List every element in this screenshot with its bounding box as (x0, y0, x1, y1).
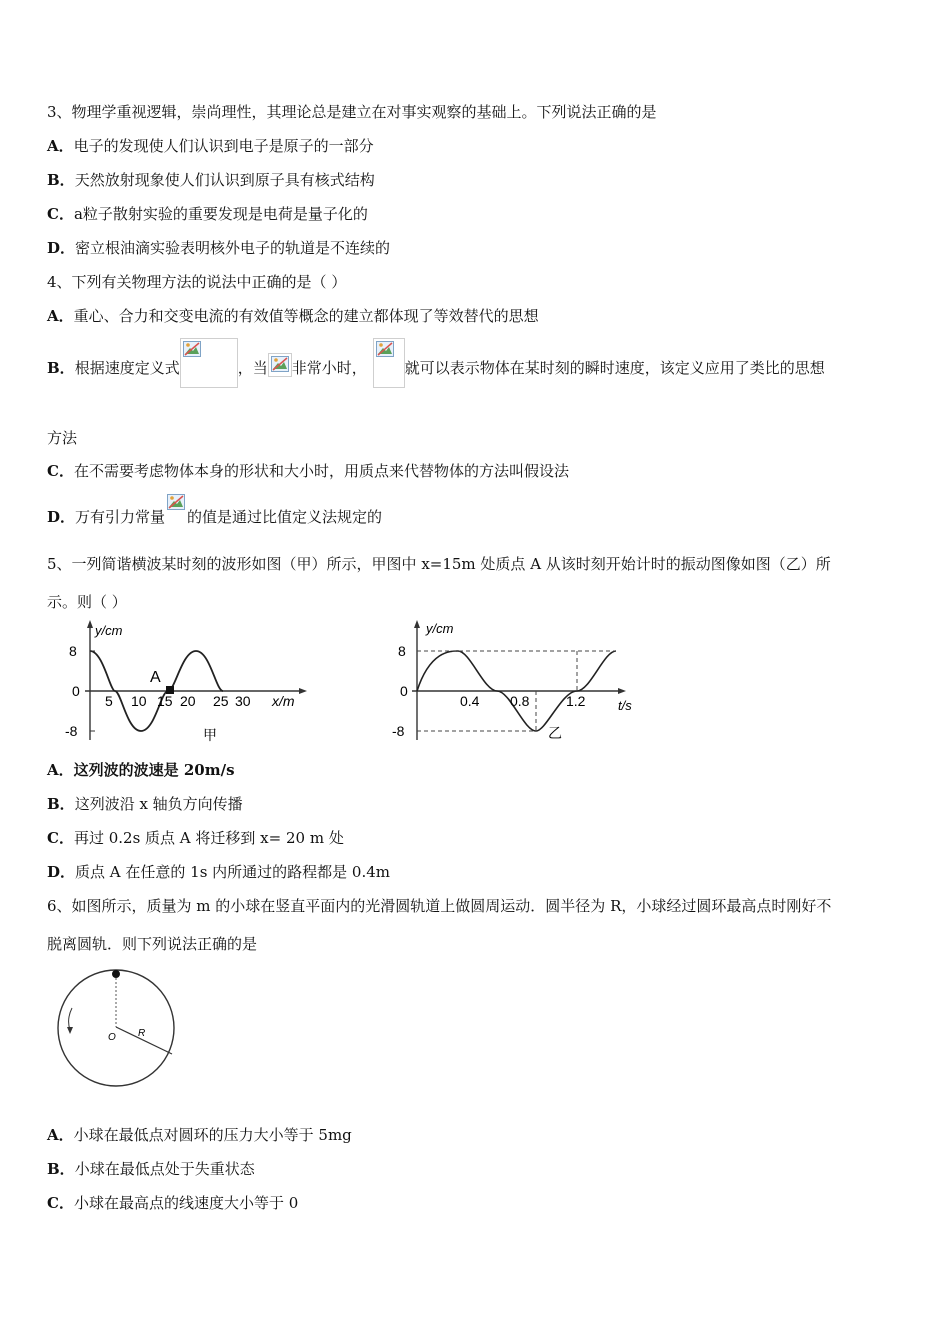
option-text: 密立根油滴实验表明核外电子的轨道是不连续的 (75, 239, 391, 257)
option-label: C． (47, 462, 74, 480)
option-text: 重心、合力和交变电流的有效值等概念的建立都体现了等效替代的思想 (73, 307, 539, 325)
q5-stem-line1: 5、一列简谐横波某时刻的波形如图（甲）所示，甲图中 x=15m 处质点 A 从该时刻开始计时的振动图像如图（乙）所 (47, 555, 831, 573)
y-axis-arrow (87, 620, 93, 628)
option-label: B． (47, 1160, 75, 1178)
y-bottom-label: -8 (65, 723, 78, 739)
q5-option-d (47, 862, 390, 882)
option-text: 天然放射现象使人们认识到原子具有核式结构 (74, 171, 375, 189)
vibration-figure-yi (390, 618, 650, 746)
option-label: A． (47, 1126, 74, 1144)
y-top-label: 8 (398, 643, 406, 659)
q4-option-b-continued: 方法 (47, 429, 78, 447)
option-label: D． (47, 508, 76, 526)
q4-stem: 4、下列有关物理方法的说法中正确的是（ ） (47, 273, 347, 291)
t-tick-label: 1.2 (566, 693, 586, 709)
point-a-label: A (150, 669, 161, 686)
q3-option-d (47, 238, 390, 258)
motion-direction-arrow-icon (67, 1027, 73, 1034)
x-tick-label: 15 (157, 693, 173, 709)
center-label: O (108, 1032, 116, 1043)
option-label: B． (47, 171, 75, 189)
option-label: B． (47, 359, 75, 377)
y-axis-label: y/cm (426, 621, 454, 636)
option-text: a粒子散射实验的重要发现是电荷是量子化的 (73, 205, 368, 223)
q6-stem-line2: 脱离圆轨．则下列说法正确的是 (47, 935, 258, 953)
broken-image-icon (376, 341, 394, 357)
option-text: 就可以表示物体在某时刻的瞬时速度，该定义应用了类比的思想 (404, 359, 825, 377)
q5-option-b (47, 794, 243, 814)
x-axis-label: x/m (272, 693, 295, 709)
circle-track-figure (50, 964, 185, 1094)
q5-stem-line2: 示。则（ ） (47, 593, 127, 611)
option-label: C． (47, 1194, 74, 1212)
t-axis-label: t/s (618, 698, 632, 713)
x-tick-label: 20 (180, 693, 196, 709)
figure-caption: 甲 (203, 727, 217, 743)
q4-option-b (47, 338, 825, 388)
option-text: 根据速度定义式 (74, 359, 180, 377)
q6-option-c (47, 1193, 298, 1213)
option-text: 电子的发现使人们认识到电子是原子的一部分 (73, 137, 374, 155)
q5-option-c (47, 828, 344, 848)
option-label: C． (47, 205, 74, 223)
motion-direction-arc (69, 1008, 72, 1030)
option-text: 非常小时， (291, 359, 367, 377)
formula-image-placeholder (165, 492, 187, 514)
formula-image-placeholder (268, 353, 292, 377)
option-label: A． (47, 137, 74, 155)
y-axis-arrow (414, 620, 420, 628)
q4-option-c (47, 461, 569, 481)
ball (112, 970, 120, 978)
option-text: 再过 0.2s 质点 A 将迁移到 x= 20 m 处 (73, 829, 344, 847)
option-label: D． (47, 863, 76, 881)
option-text: 在不需要考虑物体本身的形状和大小时，用质点来代替物体的方法叫假设法 (73, 462, 569, 480)
figure-caption: 乙 (548, 725, 562, 741)
x-tick-label: 10 (131, 693, 147, 709)
option-text: 的值是通过比值定义法规定的 (187, 508, 383, 526)
q6-option-b (47, 1159, 255, 1179)
option-label: A． (47, 307, 74, 325)
q6-option-a (47, 1125, 352, 1145)
option-label: A． (47, 761, 74, 779)
option-label: D． (47, 239, 76, 257)
option-text: 这列波的波速是 20m/s (73, 761, 235, 779)
x-tick-label: 25 (213, 693, 229, 709)
broken-image-icon (271, 356, 289, 372)
t-tick-label: 0.4 (460, 693, 480, 709)
option-text: 质点 A 在任意的 1s 内所通过的路程都是 0.4m (75, 863, 391, 881)
option-label: C． (47, 829, 74, 847)
x-tick-label: 5 (105, 693, 113, 709)
y-axis-label: y/cm (95, 623, 123, 638)
y-top-label: 8 (69, 643, 77, 659)
t-tick-label: 0.8 (510, 693, 530, 709)
option-text: 万有引力常量 (75, 508, 166, 526)
formula-image-placeholder (373, 338, 405, 388)
y-bottom-label: -8 (392, 723, 405, 739)
x-tick-label: 30 (235, 693, 251, 709)
q3-option-b (47, 170, 375, 190)
option-text: 小球在最高点的线速度大小等于 0 (73, 1194, 299, 1212)
origin-label: 0 (72, 683, 80, 699)
option-text: 小球在最低点处于失重状态 (74, 1160, 255, 1178)
option-label: B． (47, 795, 75, 813)
formula-image-placeholder (180, 338, 238, 388)
radius-label: R (138, 1028, 146, 1039)
q6-stem-line1: 6、如图所示，质量为 m 的小球在竖直平面内的光滑圆轨道上做圆周运动．圆半径为 R，小球经过圆环最高点时刚好不 (47, 897, 832, 915)
option-text: 小球在最低点对圆环的压力大小等于 5mg (73, 1126, 352, 1144)
broken-image-icon (183, 341, 201, 357)
option-text: 这列波沿 x 轴负方向传播 (74, 795, 243, 813)
q3-stem: 3、物理学重视逻辑，崇尚理性，其理论总是建立在对事实观察的基础上。下列说法正确的是 (47, 103, 657, 121)
q3-option-a (47, 136, 374, 156)
option-text: ，当 (237, 359, 268, 377)
origin-label: 0 (400, 683, 408, 699)
q4-option-d (47, 492, 382, 526)
q5-option-a (47, 760, 235, 780)
x-axis-arrow (299, 688, 307, 694)
t-axis-arrow (618, 688, 626, 694)
q3-option-c (47, 204, 368, 224)
wave-figure-jia (55, 618, 315, 746)
broken-image-icon (167, 494, 185, 510)
q4-option-a (47, 306, 539, 326)
